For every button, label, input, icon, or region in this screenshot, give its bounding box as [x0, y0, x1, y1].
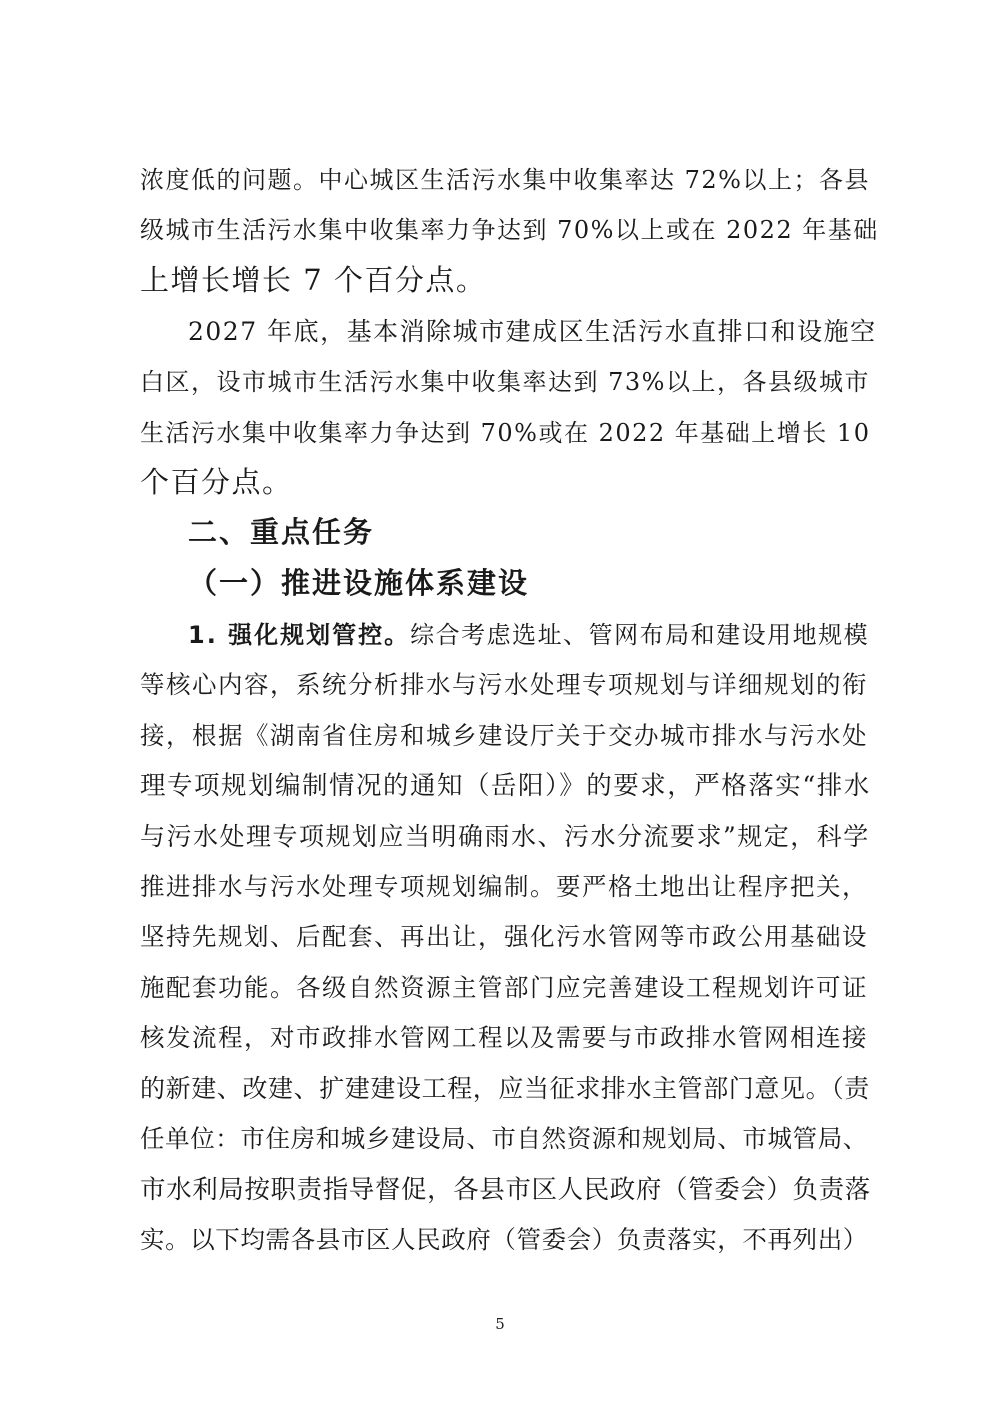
paragraph-2-line-3: 生活污水集中收集率力争达到 70%或在 2022 年基础上增长 10 [140, 419, 871, 447]
section-heading: 二、重点任务 [188, 515, 375, 549]
paragraph-2-line-4: 个百分点。 [140, 465, 293, 499]
paragraph-1-line-3: 上增长增长 7 个百分点。 [140, 263, 487, 297]
paragraph-2-line-2: 白区，设市城市生活污水集中收集率达到 73%以上，各县级城市 [140, 368, 870, 396]
paragraph-3-line-8: 施配套功能。各级自然资源主管部门应完善建设工程规划许可证 [140, 973, 868, 1002]
paragraph-1-line-1: 浓度低的问题。中心城区生活污水集中收集率达 72%以上；各县 [140, 166, 870, 194]
paragraph-3-line-4: 理专项规划编制情况的通知（岳阳）》的要求，严格落实“排水 [140, 771, 871, 801]
item-label: 1. 强化规划管控。 [188, 621, 411, 649]
paragraph-3-line-1-text: 综合考虑选址、管网布局和建设用地规模 [410, 621, 870, 649]
subsection-heading: （一）推进设施体系建设 [188, 566, 530, 600]
paragraph-3-line-3: 接，根据《湖南省住房和城乡建设厅关于交办城市排水与污水处 [140, 721, 868, 750]
paragraph-3-line-9: 核发流程，对市政排水管网工程以及需要与市政排水管网相连接 [140, 1023, 868, 1052]
paragraph-1-line-2: 级城市生活污水集中收集率力争达到 70%以上或在 2022 年基础 [140, 216, 879, 244]
paragraph-3-line-6: 推进排水与污水处理专项规划编制。要严格土地出让程序把关， [140, 872, 868, 901]
paragraph-3-line-11: 任单位：市住房和城乡建设局、市自然资源和规划局、市城管局、 [140, 1124, 868, 1153]
paragraph-3-line-1 [188, 615, 869, 655]
paragraph-3-line-12: 市水利局按职责指导督促，各县市区人民政府（管委会）负责落 [140, 1175, 871, 1205]
paragraph-3-line-10: 的新建、改建、扩建建设工程，应当征求排水主管部门意见。（责 [140, 1074, 870, 1103]
paragraph-2-line-1: 2027 年底，基本消除城市建成区生活污水直排口和设施空 [188, 317, 877, 346]
paragraph-3-line-2: 等核心内容，系统分析排水与污水处理专项规划与详细规划的衔 [140, 670, 868, 699]
paragraph-3-line-13: 实。以下均需各县市区人民政府（管委会）负责落实，不再列出） [140, 1225, 868, 1254]
page-number: 5 [495, 1315, 505, 1333]
paragraph-3-line-7: 坚持先规划、后配套、再出让，强化污水管网等市政公用基础设 [140, 922, 868, 951]
paragraph-3-line-5: 与污水处理专项规划应当明确雨水、污水分流要求”规定，科学 [140, 822, 870, 851]
